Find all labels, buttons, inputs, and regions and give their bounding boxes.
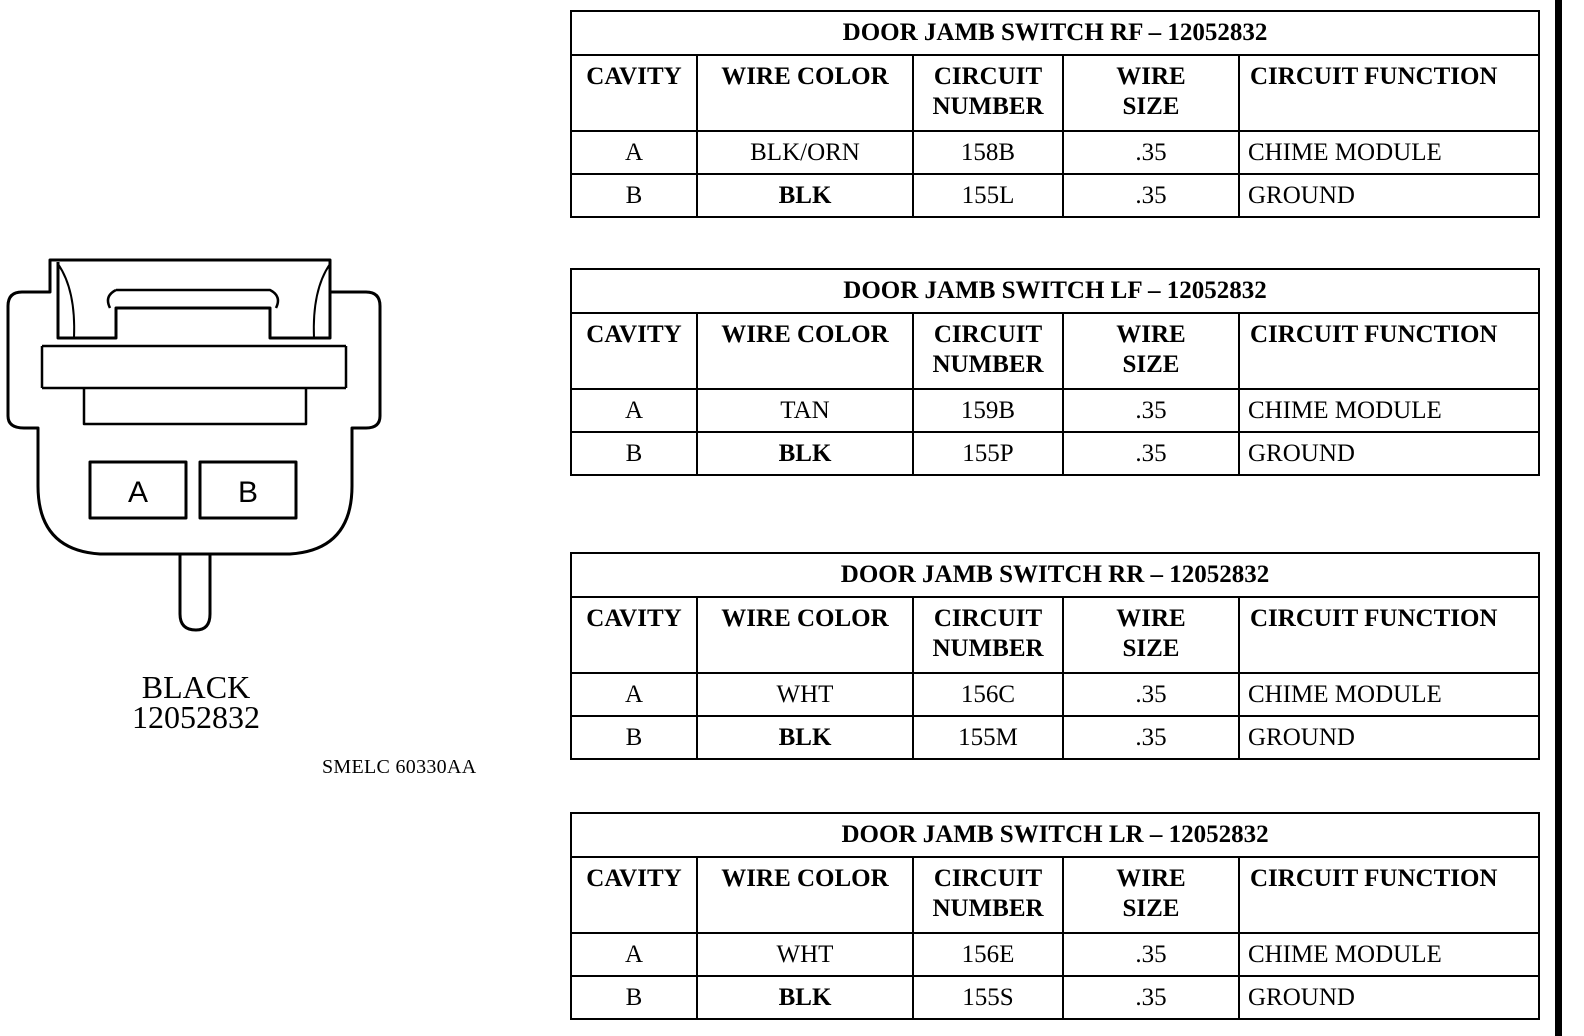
cell-circuit-number: 156C <box>913 673 1063 716</box>
cell-wire-color: BLK <box>697 976 913 1019</box>
cell-cavity: A <box>571 933 697 976</box>
connector-color-label: BLACK <box>141 669 251 705</box>
cell-wire-size: .35 <box>1063 432 1239 475</box>
cell-circuit-function: GROUND <box>1239 716 1539 759</box>
cell-wire-color: BLK/ORN <box>697 131 913 174</box>
latch-ramp-right <box>314 264 330 338</box>
header-cavity: CAVITY <box>571 55 697 131</box>
table-header-row <box>571 857 1539 933</box>
table-title: DOOR JAMB SWITCH RR – 12052832 <box>571 553 1539 597</box>
cell-circuit-function: GROUND <box>1239 976 1539 1019</box>
header-wire-color: WIRE COLOR <box>697 55 913 131</box>
cavity-label-b: B <box>237 476 259 509</box>
table-header-row <box>571 313 1539 389</box>
cell-circuit-number: 155P <box>913 432 1063 475</box>
header-circuit-function: CIRCUIT FUNCTION <box>1239 55 1539 131</box>
table-row <box>571 131 1539 174</box>
wiring-table-3 <box>570 552 1540 760</box>
cell-cavity: A <box>571 673 697 716</box>
wiring-table-2 <box>570 268 1540 476</box>
table-title: DOOR JAMB SWITCH RF – 12052832 <box>571 11 1539 55</box>
header-circuit-number: CIRCUIT NUMBER <box>913 55 1063 131</box>
cell-wire-size: .35 <box>1063 933 1239 976</box>
cell-wire-color: BLK <box>697 432 913 475</box>
header-wire-size: WIRE SIZE <box>1063 313 1239 389</box>
cell-circuit-number: 155L <box>913 174 1063 217</box>
header-circuit-number: CIRCUIT NUMBER <box>913 597 1063 673</box>
table-header-row <box>571 55 1539 131</box>
table-row <box>571 389 1539 432</box>
cell-wire-size: .35 <box>1063 174 1239 217</box>
header-circuit-function: CIRCUIT FUNCTION <box>1239 857 1539 933</box>
table-row <box>571 673 1539 716</box>
cell-wire-size: .35 <box>1063 389 1239 432</box>
table-title: DOOR JAMB SWITCH LR – 12052832 <box>571 813 1539 857</box>
header-wire-size: WIRE SIZE <box>1063 55 1239 131</box>
cell-cavity: B <box>571 976 697 1019</box>
header-circuit-function: CIRCUIT FUNCTION <box>1239 313 1539 389</box>
connector-part-number: 12052832 <box>132 699 260 735</box>
table-row <box>571 716 1539 759</box>
cell-circuit-function: CHIME MODULE <box>1239 389 1539 432</box>
wiring-table-4 <box>570 812 1540 1020</box>
header-circuit-number: CIRCUIT NUMBER <box>913 313 1063 389</box>
cell-wire-size: .35 <box>1063 673 1239 716</box>
body-band-lower <box>84 388 306 424</box>
latch-outline <box>58 262 330 338</box>
cell-cavity: B <box>571 174 697 217</box>
cell-circuit-number: 156E <box>913 933 1063 976</box>
cell-circuit-number: 155M <box>913 716 1063 759</box>
cell-cavity: B <box>571 432 697 475</box>
header-cavity: CAVITY <box>571 857 697 933</box>
cell-circuit-number: 159B <box>913 389 1063 432</box>
header-cavity: CAVITY <box>571 313 697 389</box>
header-wire-color: WIRE COLOR <box>697 313 913 389</box>
table-row <box>571 432 1539 475</box>
cell-circuit-number: 158B <box>913 131 1063 174</box>
table-header-row <box>571 597 1539 673</box>
cell-wire-color: WHT <box>697 673 913 716</box>
table-row <box>571 174 1539 217</box>
latch-ramp-left <box>58 264 74 338</box>
header-wire-color: WIRE COLOR <box>697 597 913 673</box>
table-row <box>571 933 1539 976</box>
body-band-upper <box>42 346 346 388</box>
cell-circuit-function: GROUND <box>1239 432 1539 475</box>
cell-circuit-function: CHIME MODULE <box>1239 673 1539 716</box>
cell-wire-size: .35 <box>1063 131 1239 174</box>
cell-wire-size: .35 <box>1063 716 1239 759</box>
cell-circuit-function: CHIME MODULE <box>1239 131 1539 174</box>
header-cavity: CAVITY <box>571 597 697 673</box>
header-circuit-number: CIRCUIT NUMBER <box>913 857 1063 933</box>
connector-diagram <box>0 250 400 640</box>
cell-circuit-number: 155S <box>913 976 1063 1019</box>
table-row <box>571 976 1539 1019</box>
connector-tab <box>180 554 210 630</box>
cell-wire-color: WHT <box>697 933 913 976</box>
connector-outer-body <box>8 260 380 554</box>
cavity-label-a: A <box>127 476 149 509</box>
cell-wire-color: BLK <box>697 174 913 217</box>
header-wire-size: WIRE SIZE <box>1063 857 1239 933</box>
cell-circuit-function: GROUND <box>1239 174 1539 217</box>
reference-code: SMELC 60330AA <box>322 756 477 778</box>
header-wire-color: WIRE COLOR <box>697 857 913 933</box>
cell-wire-color: BLK <box>697 716 913 759</box>
cell-cavity: A <box>571 131 697 174</box>
latch-slot <box>108 290 278 308</box>
page-edge-border <box>1555 0 1562 1036</box>
wiring-table-1 <box>570 10 1540 218</box>
cell-wire-color: TAN <box>697 389 913 432</box>
header-circuit-function: CIRCUIT FUNCTION <box>1239 597 1539 673</box>
cell-cavity: B <box>571 716 697 759</box>
cell-wire-size: .35 <box>1063 976 1239 1019</box>
cell-circuit-function: CHIME MODULE <box>1239 933 1539 976</box>
cell-cavity: A <box>571 389 697 432</box>
header-wire-size: WIRE SIZE <box>1063 597 1239 673</box>
table-title: DOOR JAMB SWITCH LF – 12052832 <box>571 269 1539 313</box>
